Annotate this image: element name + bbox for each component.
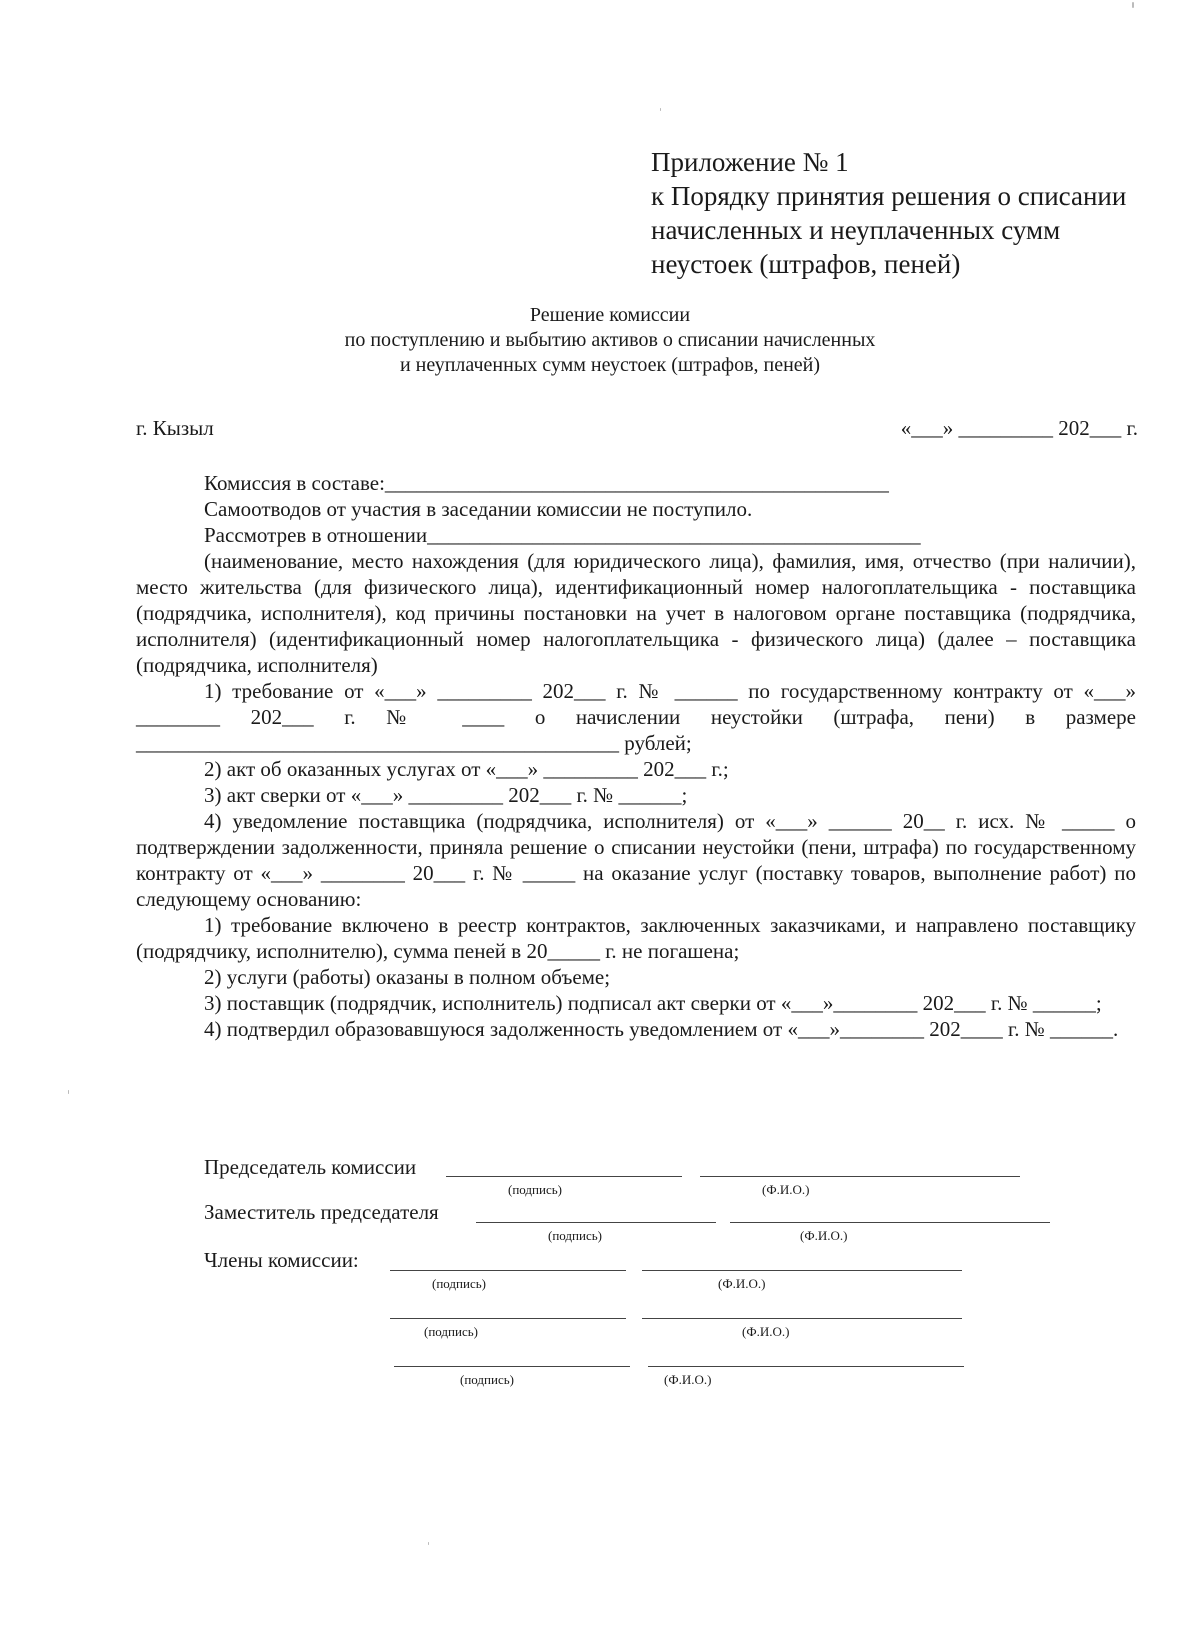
date-field: «___» _________ 202___ г. bbox=[900, 416, 1138, 440]
appendix-ref-line-1: к Порядку принятия решения о списании bbox=[651, 181, 1127, 211]
reason-2: 2) услуги (работы) оказаны в полном объеме; bbox=[204, 965, 611, 989]
reason-4: 4) подтвердил образовавшуюся задолженность уведомлением от «___»________ 202____ г. № ______. bbox=[204, 1017, 1119, 1041]
document-item-4: 4) уведомление поставщика (подрядчика, исполнителя) от «___» ______ 20__ г. исх. № _____ о подтверждении задолженности, приняла решение о списании неустойки (пени, штрафа) по государственному контракту от «___» ________ 20___ г. № _____ на оказание услуг (поставку товаров, выполнение работ) по следующему основанию: bbox=[136, 809, 1136, 911]
document-body bbox=[136, 470, 1136, 1042]
document-item-3: 3) акт сверки от «___» _________ 202___ г. № ______; bbox=[204, 783, 688, 807]
no-recusal-note: Самоотводов от участия в заседании комиссии не поступило. bbox=[204, 497, 753, 521]
deputy-fio-caption: (Ф.И.О.) bbox=[800, 1228, 848, 1243]
commission-composition: Комиссия в составе:________________________________________________ bbox=[204, 471, 889, 495]
chairman-fio-line bbox=[700, 1176, 1020, 1177]
member-3-signature-caption: (подпись) bbox=[460, 1372, 514, 1387]
appendix-ref-line-2: начисленных и неуплаченных сумм bbox=[651, 215, 1061, 245]
member-2-signature-line bbox=[390, 1318, 626, 1319]
member-2-fio-caption: (Ф.И.О.) bbox=[742, 1324, 790, 1339]
document-item-2: 2) акт об оказанных услугах от «___» _________ 202___ г.; bbox=[204, 757, 729, 781]
deputy-fio-line bbox=[730, 1222, 1050, 1223]
reason-3: 3) поставщик (подрядчик, исполнитель) подписал акт сверки от «___»________ 202___ г. № ______; bbox=[204, 991, 1102, 1015]
scan-speck bbox=[68, 1090, 69, 1094]
member-2-signature-caption: (подпись) bbox=[424, 1324, 478, 1339]
reason-1: 1) требование включено в реестр контрактов, заключенных заказчиками, и направлено поставщику (подрядчику, исполнителю), сумма пеней в 20_____ г. не погашена; bbox=[136, 913, 1136, 963]
member-1-signature-line bbox=[390, 1270, 626, 1271]
scan-speck bbox=[428, 1542, 429, 1545]
member-1-fio-caption: (Ф.И.О.) bbox=[718, 1276, 766, 1291]
member-3-fio-line bbox=[648, 1366, 964, 1367]
chairman-label: Председатель комиссии bbox=[204, 1155, 417, 1179]
scan-speck bbox=[660, 108, 661, 111]
deputy-label: Заместитель председателя bbox=[204, 1200, 439, 1224]
title-line-1: Решение комиссии bbox=[529, 304, 691, 326]
considering-line: Рассмотрев в отношении_______________________________________________ bbox=[204, 523, 921, 547]
chairman-fio-caption: (Ф.И.О.) bbox=[762, 1182, 810, 1197]
document-item-1: 1) требование от «___» _________ 202___ г. № ______ по государственному контракту от «___» ________ 202___ г. № ____ о начислении неустойки (штрафа, пени) в размере ______________________________________________ рублей; bbox=[136, 679, 1136, 755]
deputy-signature-caption: (подпись) bbox=[548, 1228, 602, 1243]
chairman-signature-line bbox=[446, 1176, 682, 1177]
member-1-signature-caption: (подпись) bbox=[432, 1276, 486, 1291]
members-label: Члены комиссии: bbox=[204, 1248, 359, 1272]
member-3-signature-line bbox=[394, 1366, 630, 1367]
supplier-description: (наименование, место нахождения (для юридического лица), фамилия, имя, отчество (при наличии), место жительства (для физического лица), идентификационный номер налогоплательщика - поставщика (подрядчика, исполнителя), код причины постановки на учет в налоговом органе поставщика (подрядчика, исполнителя) (идентификационный номер налогоплательщика - физического лица) (далее – поставщика (подрядчика, исполнителя) bbox=[136, 549, 1136, 677]
member-2-fio-line bbox=[642, 1318, 962, 1319]
appendix-number: Приложение № 1 bbox=[651, 147, 849, 177]
appendix-header bbox=[651, 145, 1171, 281]
title-line-3: и неуплаченных сумм неустоек (штрафов, пеней) bbox=[399, 354, 821, 376]
deputy-signature-line bbox=[476, 1222, 716, 1223]
member-1-fio-line bbox=[642, 1270, 962, 1271]
appendix-ref-line-3: неустоек (штрафов, пеней) bbox=[651, 249, 961, 279]
city: г. Кызыл bbox=[136, 416, 214, 440]
chairman-signature-caption: (подпись) bbox=[508, 1182, 562, 1197]
scan-speck bbox=[1132, 2, 1134, 8]
member-3-fio-caption: (Ф.И.О.) bbox=[664, 1372, 712, 1387]
title-line-2: по поступлению и выбытию активов о списании начисленных bbox=[344, 329, 876, 351]
document-title bbox=[300, 303, 920, 378]
